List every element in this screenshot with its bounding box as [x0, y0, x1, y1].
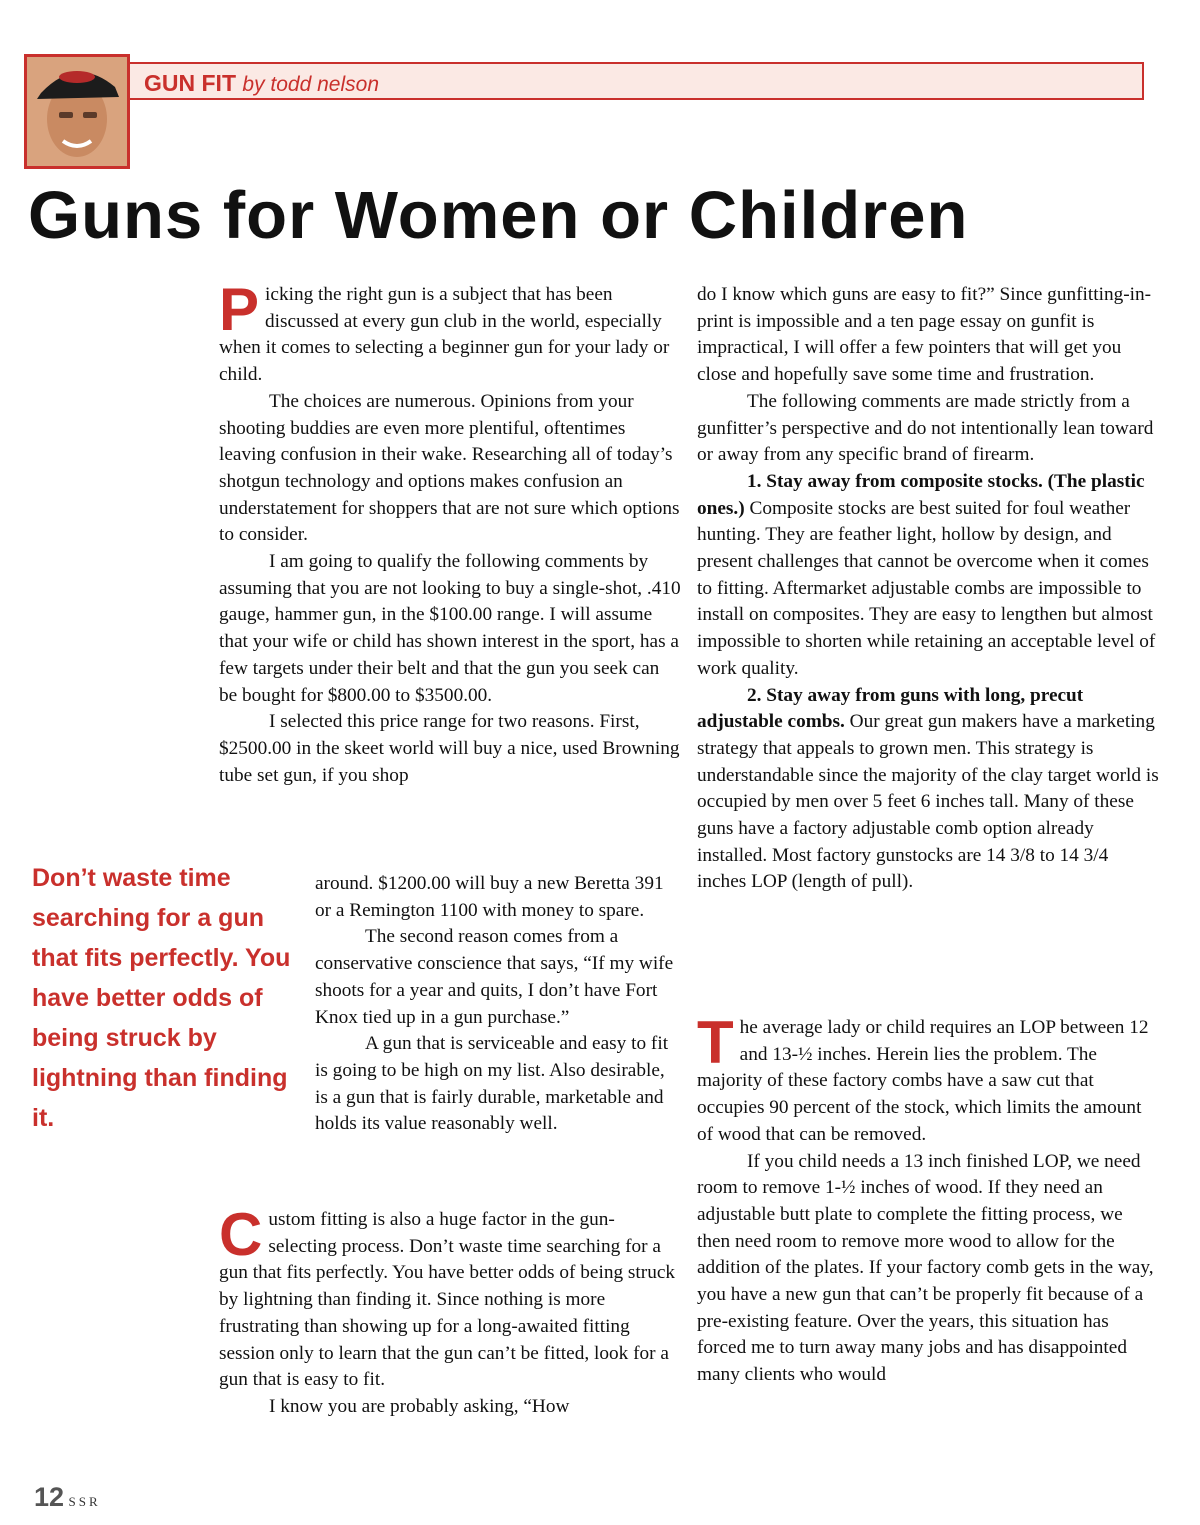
paragraph — [697, 469, 1159, 683]
paragraph-text: he average lady or child requires an LOP between 12 and 13-½ inches. Herein lies the problem. The majority of these factory combs have a saw cut that occupies 90 percent of the stock, which limits the amount of wood that can be removed. — [697, 1017, 1149, 1145]
tip-heading: 1. Stay away from composite stocks. (The plastic ones.) — [697, 470, 1145, 519]
paragraph: The choices are numerous. Opinions from your shooting buddies are even more plentiful, oftentimes leaving confusion in their wake. Researching all of today’s shotgun technology and options makes confusion an understatement for shoppers that are not sure which options to consider. — [219, 390, 680, 546]
article-column-1-narrow — [315, 871, 677, 1138]
tip-heading: 2. Stay away from guns with long, precut adjustable combs. — [697, 684, 1084, 733]
page-title: Guns for Women or Children — [28, 178, 969, 253]
paragraph: I selected this price range for two reasons. First, $2500.00 in the skeet world will buy a nice, used Browning tube set gun, if you shop — [219, 711, 680, 786]
paragraph-text: Our great gun makers have a marketing strategy that appeals to grown men. This strategy is understandable since the majority of the clay target world is occupied by men over 5 feet 6 inches tall. Many of these guns have a factory adjustable comb option already installed. Most factory gunstocks are 14 3/8 to 14 3/4 inches LOP (length of pull). — [697, 711, 1159, 893]
article-column-2-top — [697, 282, 1159, 896]
paragraph-text: ustom fitting is also a huge factor in the gun-selecting process. Don’t waste time searching for a gun that fits perfectly. You have better odds of being struck by lightning than finding it. Since nothing is more frustrating than showing up for a long-awaited fitting session only to learn that the gun can’t be fitted, look for a gun that is easy to fit. — [219, 1209, 676, 1391]
page-number: 12 — [34, 1482, 65, 1512]
paragraph — [697, 683, 1159, 897]
publication-name: SSR — [68, 1494, 101, 1509]
paragraph: If you child needs a 13 inch finished LOP, we need room to remove 1-½ inches of wood. If they need an adjustable butt plate to complete the fitting process, we then need room to remove more wood to allow for the addition of the plates. If your factory comb gets in the way, you have a new gun that can’t be properly fit because of a pre-existing feature. Over the years, this situation has forced me to turn away many jobs and has disappointed many clients who would — [697, 1150, 1154, 1386]
article-column-1-top — [219, 276, 681, 789]
paragraph: The second reason comes from a conservative conscience that says, “If my wife shoots for a year and quits, I don’t have Fort Knox tied up in a gun purchase.” — [315, 926, 674, 1028]
paragraph: around. $1200.00 will buy a new Beretta 391 or a Remington 1100 with money to spare. — [315, 873, 664, 921]
article-column-1-bottom — [219, 1201, 681, 1421]
paragraph: A gun that is serviceable and easy to fit is going to be high on my list. Also desirable, is a gun that is fairly durable, marketable and holds its value reasonably well. — [315, 1033, 669, 1135]
author-photo — [24, 54, 130, 169]
paragraph — [219, 1201, 681, 1394]
paragraph — [697, 1009, 1159, 1149]
byline: by todd nelson — [242, 73, 379, 96]
paragraph: do I know which guns are easy to fit?” Since gunfitting-in-print is impossible and a ten page essay on gunfit is impractical, I will offer a few pointers that will get you close and hopefully save some time and frustration. — [697, 284, 1152, 386]
paragraph-text: icking the right gun is a subject that has been discussed at every gun club in the world, especially when it comes to selecting a beginner gun for your lady or child. — [219, 284, 670, 386]
paragraph: I am going to qualify the following comments by assuming that you are not looking to buy a single-shot, .410 gauge, hammer gun, in the $100.00 range. I will assume that your wife or child has shown interest in the sport, has a few targets under their belt and that the gun you seek can be bought for $800.00 to $3500.00. — [219, 551, 681, 706]
article-column-2-bottom — [697, 1009, 1159, 1389]
paragraph: I know you are probably asking, “How — [269, 1395, 570, 1417]
drop-cap: T — [697, 1009, 734, 1076]
paragraph — [219, 276, 681, 389]
pull-quote: Don’t waste time searching for a gun that fits perfectly. You have better odds of being struck by lightning than finding it. — [32, 864, 291, 1132]
paragraph-text: Composite stocks are best suited for foul weather hunting. They are feather light, hollow by design, and present challenges that cannot be overcome when it comes to fitting. Aftermarket adjustable combs are impossible to install on composites. They are easy to lengthen but almost impossible to shorten while retaining an acceptable level of work quality. — [697, 497, 1156, 679]
column-label — [144, 70, 379, 97]
page-folio — [34, 1482, 101, 1513]
column-name: GUN FIT — [144, 70, 236, 96]
drop-cap: C — [219, 1201, 263, 1268]
drop-cap: P — [219, 276, 260, 343]
paragraph: The following comments are made strictly from a gunfitter’s perspective and do not intentionally lean toward or away from any specific brand of firearm. — [697, 390, 1154, 466]
